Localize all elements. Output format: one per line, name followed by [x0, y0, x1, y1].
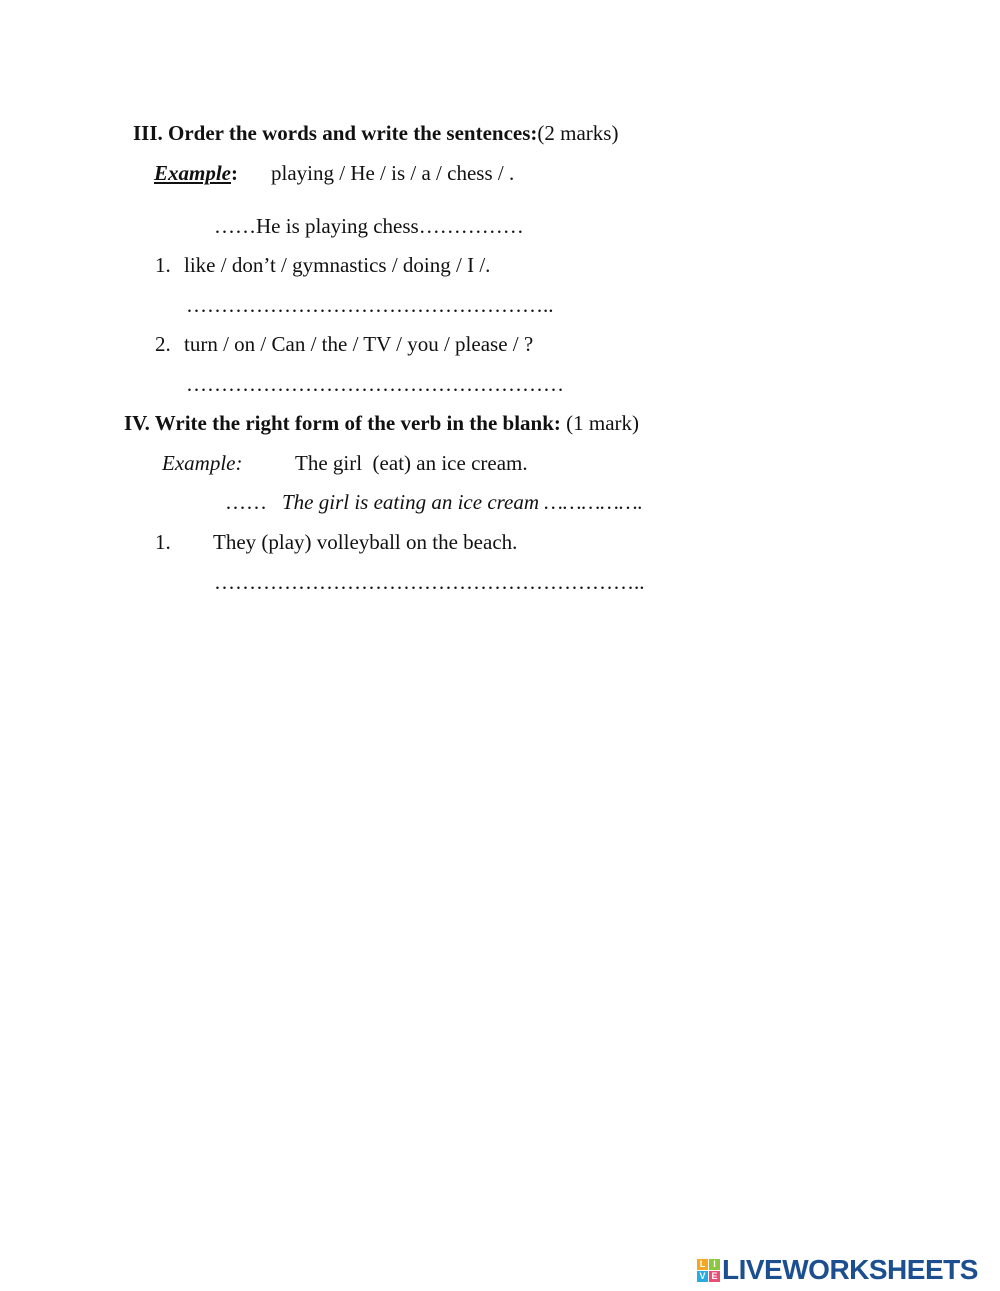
section-4-item-1-answer-field[interactable]: …………………………………………………….. [214, 570, 645, 594]
section-4-marks: (1 mark) [566, 411, 640, 435]
logo-tile-l: L [697, 1259, 708, 1270]
section-3-item-1-number: 1. [155, 253, 171, 277]
logo-tile-i: I [709, 1259, 720, 1270]
section-3-item-1-answer-field[interactable]: …………………………………………….. [186, 293, 554, 317]
logo-tile-e: E [709, 1271, 720, 1282]
section-4-example-answer: The girl is eating an ice cream ……………. [282, 490, 643, 514]
section-3-example [154, 161, 238, 185]
example-label: Example [154, 161, 231, 185]
section-4-example-answer-prefix: …… [225, 490, 267, 514]
section-3-item-2-number: 2. [155, 332, 171, 356]
section-3-heading [133, 121, 618, 145]
logo-tiles-icon [697, 1259, 720, 1282]
section-4-example-label: Example: [162, 451, 243, 475]
section-3-example-answer: ……He is playing chess…………… [214, 214, 524, 238]
section-3-example-words: playing / He / is / a / chess / . [271, 161, 515, 185]
liveworksheets-logo [697, 1255, 978, 1285]
section-3-item-2-words: turn / on / Can / the / TV / you / please / ? [184, 332, 534, 356]
section-3-item-2-answer-field[interactable]: ……………………………………………… [186, 372, 564, 396]
section-3-marks: (2 marks) [537, 121, 619, 145]
section-4-title: IV. Write the right form of the verb in the blank: [124, 411, 561, 435]
section-4-item-1-sentence: They (play) volleyball on the beach. [213, 530, 518, 554]
logo-tile-v: V [697, 1271, 708, 1282]
section-4-item-1-number: 1. [155, 530, 171, 554]
logo-text: LIVEWORKSHEETS [722, 1254, 978, 1285]
section-4-heading [124, 411, 639, 435]
example-colon: : [231, 161, 238, 185]
section-3-title: III. Order the words and write the sentences: [133, 121, 538, 145]
section-3-item-1-words: like / don’t / gymnastics / doing / I /. [184, 253, 491, 277]
section-4-example-sentence: The girl (eat) an ice cream. [295, 451, 528, 475]
